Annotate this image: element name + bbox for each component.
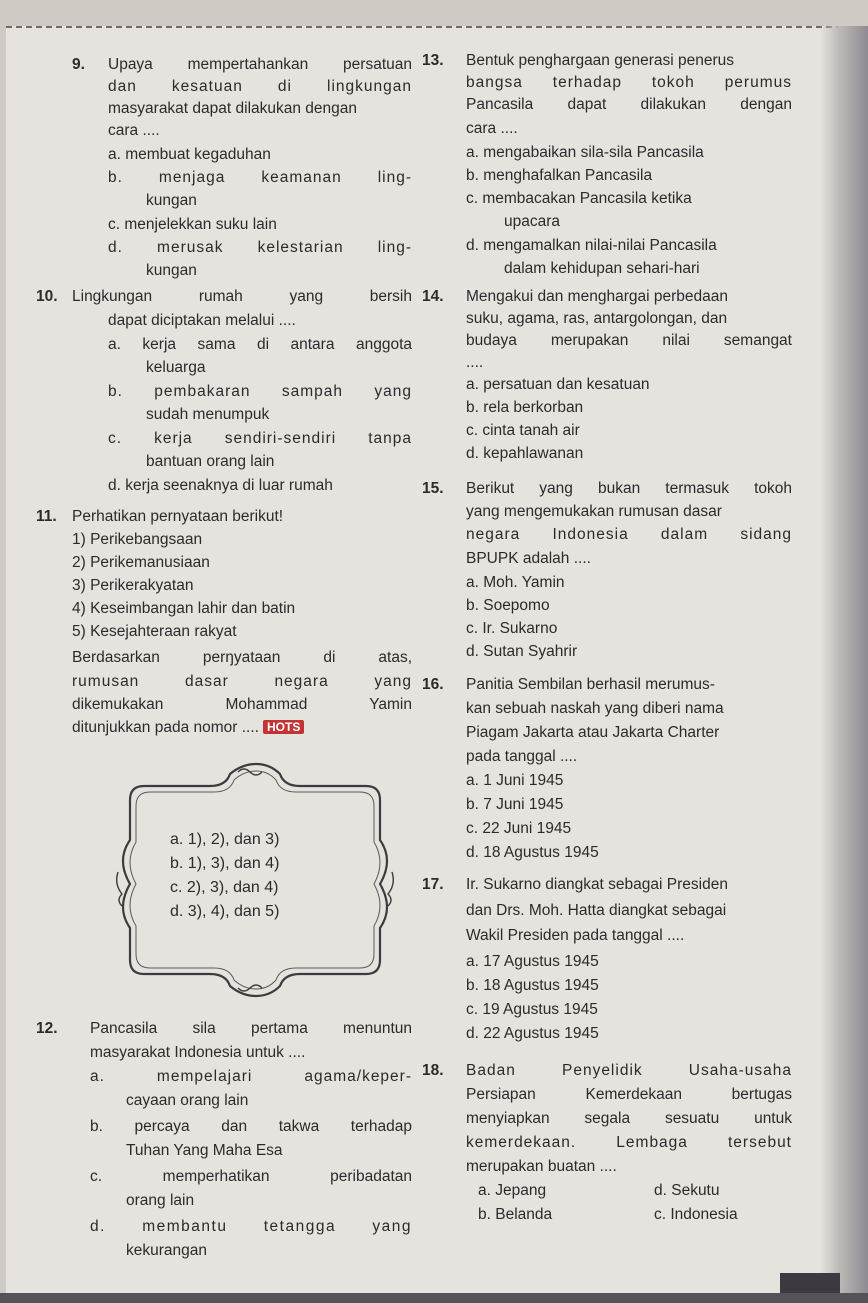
answer-option[interactable]: d. kepahlawanan bbox=[466, 445, 584, 462]
question-stem: Piagam Jakarta atau Jakarta Charter bbox=[466, 724, 720, 741]
question-stem: Berdasarkan perŋyataan di atas, bbox=[72, 649, 412, 666]
question-number: 15. bbox=[422, 480, 444, 497]
question-stem: Berikut yang bukan termasuk tokoh bbox=[466, 480, 792, 497]
question-stem: Upaya mempertahankan persatuan bbox=[108, 56, 412, 73]
answer-option[interactable]: b. 1), 3), dan 4) bbox=[170, 855, 280, 872]
answer-option[interactable]: d. 18 Agustus 1945 bbox=[466, 844, 599, 861]
question-stem: dan kesatuan di lingkungan bbox=[108, 78, 412, 95]
answer-option[interactable]: c. kerja sendiri-sendiri tanpa bbox=[108, 430, 412, 447]
question-stem: .... bbox=[466, 354, 484, 371]
answer-option[interactable]: b. rela berkorban bbox=[466, 399, 584, 416]
answer-option[interactable]: b. menghafalkan Pancasila bbox=[466, 167, 653, 184]
question-stem: masyarakat dapat dilakukan dengan bbox=[108, 100, 358, 117]
question-stem: budaya merupakan nilai semangat bbox=[466, 332, 792, 349]
question-number: 9. bbox=[72, 56, 85, 73]
question-number: 16. bbox=[422, 676, 444, 693]
statement-item: 4) Keseimbangan lahir dan batin bbox=[72, 600, 296, 617]
question-stem: pada tanggal .... bbox=[466, 748, 578, 765]
answer-option[interactable]: c. memperhatikan peribadatan bbox=[90, 1168, 412, 1185]
answer-option[interactable]: b. menjaga keamanan ling- bbox=[108, 169, 412, 186]
question-stem: negara Indonesia dalam sidang bbox=[466, 526, 792, 543]
answer-option[interactable]: a. membuat kegaduhan bbox=[108, 146, 271, 163]
answer-option[interactable]: b. Belanda bbox=[478, 1206, 553, 1223]
question-stem: Bentuk penghargaan generasi penerus bbox=[466, 52, 735, 69]
question-stem: rumusan dasar negara yang bbox=[72, 673, 412, 690]
answer-option[interactable]: d. mengamalkan nilai-nilai Pancasila bbox=[466, 237, 717, 254]
answer-option-cont: kungan bbox=[146, 262, 197, 279]
answer-option[interactable]: a. mempelajari agama/keper- bbox=[90, 1068, 412, 1085]
answer-option[interactable]: b. pembakaran sampah yang bbox=[108, 383, 412, 400]
answer-option[interactable]: c. cinta tanah air bbox=[466, 422, 580, 439]
answer-option[interactable]: d. 3), 4), dan 5) bbox=[170, 903, 280, 920]
answer-option[interactable]: d. 22 Agustus 1945 bbox=[466, 1025, 599, 1042]
answer-option-cont: kungan bbox=[146, 192, 197, 209]
answer-option-cont: cayaan orang lain bbox=[126, 1092, 249, 1109]
question-stem: menyiapkan segala sesuatu untuk bbox=[466, 1110, 792, 1127]
question-stem: Badan Penyelidik Usaha-usaha bbox=[466, 1062, 792, 1079]
answer-option[interactable]: a. persatuan dan kesatuan bbox=[466, 376, 650, 393]
answer-option[interactable]: c. menjelekkan suku lain bbox=[108, 216, 277, 233]
answer-option-cont: kekurangan bbox=[126, 1242, 208, 1259]
question-stem: Panitia Sembilan berhasil merumus- bbox=[466, 676, 715, 693]
question-stem: kan sebuah naskah yang diberi nama bbox=[466, 700, 724, 717]
question-stem: Lingkungan rumah yang bersih bbox=[72, 288, 412, 305]
answer-option[interactable]: b. 18 Agustus 1945 bbox=[466, 977, 599, 994]
question-stem: Wakil Presiden pada tanggal .... bbox=[466, 927, 685, 944]
question-stem: dapat diciptakan melalui .... bbox=[108, 312, 296, 329]
answer-option[interactable]: a. mengabaikan sila-sila Pancasila bbox=[466, 144, 704, 161]
page-edge-shadow bbox=[820, 26, 868, 1303]
question-stem: bangsa terhadap tokoh perumus bbox=[466, 74, 792, 91]
statement-item: 1) Perikebangsaan bbox=[72, 531, 203, 548]
answer-option[interactable]: d. kerja seenaknya di luar rumah bbox=[108, 477, 333, 494]
page-edge-mark bbox=[780, 1273, 840, 1295]
question-stem: Pancasila dapat dilakukan dengan bbox=[466, 96, 792, 113]
question-stem bbox=[72, 719, 304, 737]
answer-option[interactable]: a. kerja sama di antara anggota bbox=[108, 336, 412, 353]
question-number: 13. bbox=[422, 52, 444, 69]
question-stem: dikemukakan Mohammad Yamin bbox=[72, 696, 412, 713]
answer-option[interactable]: a. 1 Juni 1945 bbox=[466, 772, 564, 789]
question-stem: Ir. Sukarno diangkat sebagai Presiden bbox=[466, 876, 728, 893]
question-stem: cara .... bbox=[466, 120, 518, 137]
question-stem: Perhatikan pernyataan berikut! bbox=[72, 508, 284, 525]
question-stem: suku, agama, ras, antargolongan, dan bbox=[466, 310, 728, 327]
answer-option[interactable]: d. merusak kelestarian ling- bbox=[108, 239, 412, 256]
statement-item: 2) Perikemanusiaan bbox=[72, 554, 210, 571]
answer-option[interactable]: c. 19 Agustus 1945 bbox=[466, 1001, 598, 1018]
question-stem: masyarakat Indonesia untuk .... bbox=[90, 1044, 306, 1061]
question-stem: yang mengemukakan rumusan dasar bbox=[466, 503, 722, 520]
page-bottom-edge bbox=[0, 1293, 868, 1303]
question-number: 14. bbox=[422, 288, 444, 305]
question-number: 11. bbox=[36, 508, 57, 525]
answer-option[interactable]: a. Moh. Yamin bbox=[466, 574, 565, 591]
question-stem: kemerdekaan. Lembaga tersebut bbox=[466, 1134, 792, 1151]
answer-option-cont: upacara bbox=[504, 213, 561, 230]
answer-option-cont: bantuan orang lain bbox=[146, 453, 275, 470]
answer-option[interactable]: a. 17 Agustus 1945 bbox=[466, 953, 599, 970]
hots-badge: HOTS bbox=[263, 720, 304, 734]
answer-option[interactable]: c. membacakan Pancasila ketika bbox=[466, 190, 692, 207]
answer-option[interactable]: c. 2), 3), dan 4) bbox=[170, 879, 279, 896]
answer-option[interactable]: a. Jepang bbox=[478, 1182, 547, 1199]
answer-option[interactable]: a. 1), 2), dan 3) bbox=[170, 831, 280, 848]
question-stem: cara .... bbox=[108, 122, 160, 139]
answer-option-cont: Tuhan Yang Maha Esa bbox=[126, 1142, 283, 1159]
answer-option-cont: dalam kehidupan sehari-hari bbox=[504, 260, 700, 277]
question-stem: merupakan buatan .... bbox=[466, 1158, 617, 1175]
question-stem: BPUPK adalah .... bbox=[466, 550, 591, 567]
answer-option[interactable]: c. Ir. Sukarno bbox=[466, 620, 558, 637]
options-frame bbox=[110, 760, 400, 1000]
answer-option[interactable]: c. Indonesia bbox=[654, 1206, 738, 1223]
answer-option[interactable]: b. 7 Juni 1945 bbox=[466, 796, 564, 813]
answer-option[interactable]: d. Sekutu bbox=[654, 1182, 720, 1199]
answer-option[interactable]: c. 22 Juni 1945 bbox=[466, 820, 572, 837]
answer-option[interactable]: b. percaya dan takwa terhadap bbox=[90, 1118, 412, 1135]
question-number: 12. bbox=[36, 1020, 58, 1037]
answer-option[interactable]: b. Soepomo bbox=[466, 597, 550, 614]
answer-option-cont: sudah menumpuk bbox=[146, 406, 270, 423]
question-stem: Mengakui dan menghargai perbedaan bbox=[466, 288, 728, 305]
answer-option[interactable]: d. Sutan Syahrir bbox=[466, 643, 578, 660]
statement-item: 3) Perikerakyatan bbox=[72, 577, 194, 594]
question-stem-text: ditunjukkan pada nomor .... bbox=[72, 719, 259, 736]
answer-option-cont: keluarga bbox=[146, 359, 206, 376]
question-stem: Pancasila sila pertama menuntun bbox=[90, 1020, 412, 1037]
answer-option-cont: orang lain bbox=[126, 1192, 195, 1209]
question-number: 10. bbox=[36, 288, 58, 305]
answer-option[interactable]: d. membantu tetangga yang bbox=[90, 1218, 412, 1235]
question-stem: dan Drs. Moh. Hatta diangkat sebagai bbox=[466, 902, 727, 919]
statement-item: 5) Kesejahteraan rakyat bbox=[72, 623, 237, 640]
question-number: 17. bbox=[422, 876, 444, 893]
question-stem: Persiapan Kemerdekaan bertugas bbox=[466, 1086, 792, 1103]
question-number: 18. bbox=[422, 1062, 444, 1079]
